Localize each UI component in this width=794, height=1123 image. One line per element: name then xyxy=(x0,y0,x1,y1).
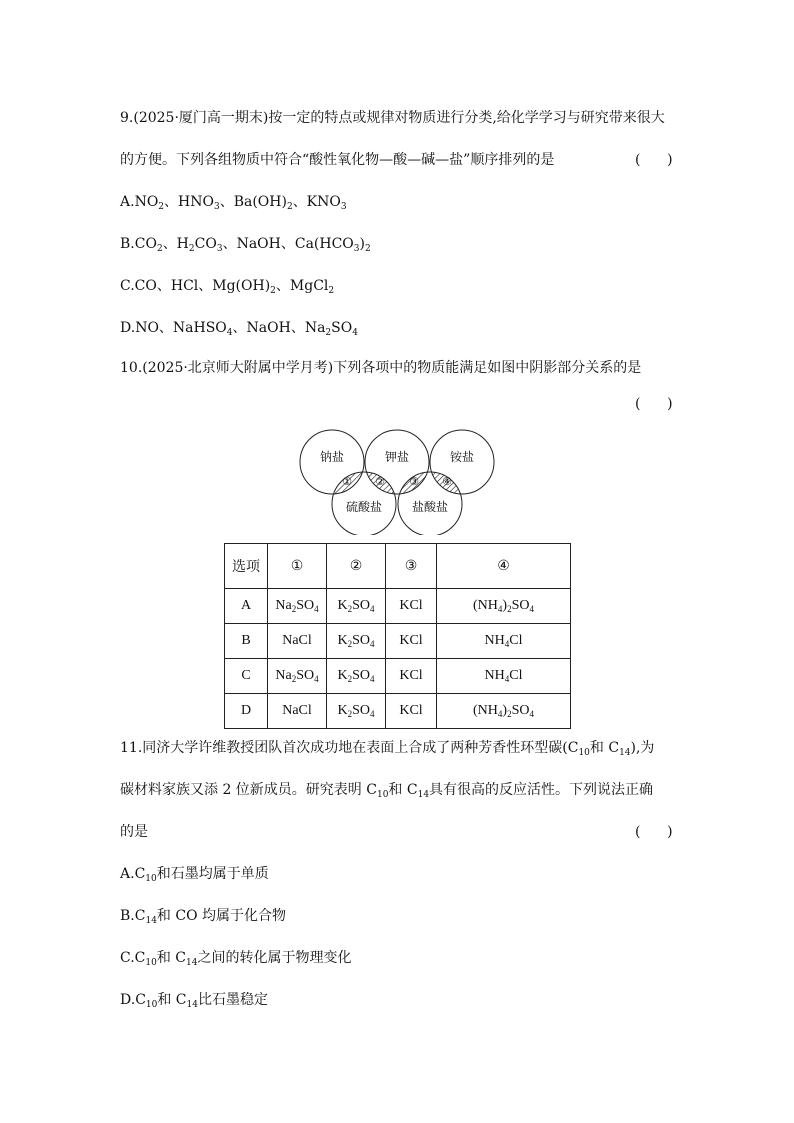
table-row xyxy=(225,694,571,729)
subscript: 3 xyxy=(213,202,220,212)
subscript: 4 xyxy=(529,604,534,614)
label-sulfate: 硫酸盐 xyxy=(345,500,383,514)
table-row xyxy=(225,659,571,694)
region-label-2: ② xyxy=(375,475,385,488)
table-row xyxy=(225,624,571,659)
subscript: 10 xyxy=(145,1000,158,1010)
subscript: 4 xyxy=(314,604,319,614)
subscript: 2 xyxy=(325,328,332,338)
subscript: 14 xyxy=(619,748,631,758)
subscript: 10 xyxy=(578,748,590,758)
subscript: 4 xyxy=(370,604,375,614)
label-chloride: 盐酸盐 xyxy=(411,500,449,514)
q9-stem-line2: 的方便。下列各组物质中符合“酸性氧化物—酸—碱—盐”顺序排列的是 xyxy=(120,152,555,168)
subscript: 14 xyxy=(186,1000,198,1010)
q9-option-d: D.NO、NaHSO$_4$、NaOH、$Na_2SO_4$ xyxy=(120,320,358,338)
table-cell: KCl xyxy=(386,624,437,659)
subscript: 10 xyxy=(145,958,157,968)
region-label-3: ③ xyxy=(409,475,419,488)
venn-diagram xyxy=(290,425,510,535)
table-header: ② xyxy=(327,544,386,589)
q9-option-c: C.CO、HCl、$Mg(OH)_2$、MgCl$_2$ xyxy=(120,278,335,296)
subscript: 14 xyxy=(417,790,430,800)
subscript: 2 xyxy=(347,639,353,649)
subscript: 14 xyxy=(186,958,198,968)
subscript: 4 xyxy=(226,328,233,338)
subscript: 14 xyxy=(145,916,157,926)
table-cell: D xyxy=(225,694,268,729)
q11-stem-line3: 的是 xyxy=(120,824,148,840)
q11-option-a: $A.C_{10}$和石墨均属于单质 xyxy=(120,866,269,884)
q11-option-c: $C.C_{10}$和 $C_{14}$之间的转化属于物理变化 xyxy=(120,950,352,968)
q9-stem-line1: 9.(2025·厦门高一期末)按一定的特点或规律对物质进行分类,给化学学习与研究带来很大 xyxy=(120,110,665,126)
subscript: 2 xyxy=(507,604,512,614)
subscript: 2 xyxy=(347,674,353,684)
table-cell: KCl xyxy=(386,589,437,624)
q10-answer-bracket: ( ) xyxy=(635,396,673,412)
subscript: 2 xyxy=(286,202,293,212)
subscript: 4 xyxy=(504,639,510,649)
label-sodium-salt: 钠盐 xyxy=(319,450,345,464)
q11-stem-line1: 11.同济大学许维教授团队首次成功地在表面上合成了两种芳香性环型碳($C_{10}$和 $C_{14}$),为 xyxy=(120,740,655,758)
subscript: 2 xyxy=(328,286,335,296)
q9-option-b: $B.CO_2$、$H_2CO_3$、NaOH、$Ca(HCO_3)_2$ xyxy=(120,236,371,254)
subscript: 4 xyxy=(497,604,503,614)
table-header: ① xyxy=(268,544,327,589)
table-cell: $Na_2SO_4$ xyxy=(268,659,327,694)
subscript: 4 xyxy=(352,328,358,338)
table-cell: $NH_4Cl$ xyxy=(437,659,571,694)
table-cell: B xyxy=(225,624,268,659)
q9-option-a: $A.NO_2$、$HNO_3$、$Ba(OH)_2$、$KNO_3$ xyxy=(120,194,347,212)
table-cell: $Na_2SO_4$ xyxy=(268,589,327,624)
q11-answer-bracket: ( ) xyxy=(635,824,673,840)
table-header-row xyxy=(225,544,571,589)
table-header: ④ xyxy=(437,544,571,589)
subscript: 2 xyxy=(291,604,297,614)
region-label-4: ④ xyxy=(442,475,452,488)
table-cell: KCl xyxy=(386,694,437,729)
subscript: 10 xyxy=(376,790,389,800)
q9-answer-bracket: ( ) xyxy=(635,152,673,168)
q11-stem-line2: 碳材料家族又添 2 位新成员。研究表明 $C_{10}$和 $C_{14}$具有很高的反应活性。下列说法正确 xyxy=(120,782,654,800)
label-ammonium-salt: 铵盐 xyxy=(449,450,475,464)
table-header: ③ xyxy=(386,544,437,589)
table-cell: $(NH_4)_2SO_4$ xyxy=(437,589,571,624)
table-cell: $K_2SO_4$ xyxy=(327,694,386,729)
subscript: 2 xyxy=(270,286,276,296)
subscript: 10 xyxy=(145,874,157,884)
table-cell: $K_2SO_4$ xyxy=(327,659,386,694)
subscript: 4 xyxy=(370,674,375,684)
table-cell: $(NH_4)_2SO_4$ xyxy=(437,694,571,729)
subscript: 2 xyxy=(291,674,297,684)
q11-option-d: $D.C_{10}$和 $C_{14}$比石墨稳定 xyxy=(120,992,268,1010)
subscript: 4 xyxy=(529,709,534,719)
label-potassium-salt: 钾盐 xyxy=(384,450,410,464)
subscript: 2 xyxy=(507,709,512,719)
subscript: 2 xyxy=(364,244,371,254)
table-cell: NaCl xyxy=(268,694,327,729)
table-cell: NaCl xyxy=(268,624,327,659)
table-cell: $NH_4Cl$ xyxy=(437,624,571,659)
table-header: 选项 xyxy=(225,544,268,589)
subscript: 3 xyxy=(353,244,360,254)
subscript: 3 xyxy=(216,244,223,254)
subscript: 4 xyxy=(314,674,319,684)
subscript: 4 xyxy=(504,674,510,684)
table-cell: C xyxy=(225,659,268,694)
subscript: 2 xyxy=(158,202,165,212)
table-cell: KCl xyxy=(386,659,437,694)
q10-stem: 10.(2025·北京师大附属中学月考)下列各项中的物质能满足如图中阴影部分关系的是 xyxy=(120,360,642,376)
subscript: 4 xyxy=(370,639,375,649)
subscript: 2 xyxy=(188,244,195,254)
region-label-1: ① xyxy=(342,475,352,488)
answer-options-table xyxy=(224,543,571,729)
subscript: 2 xyxy=(347,604,353,614)
subscript: 2 xyxy=(347,709,353,719)
subscript: 2 xyxy=(156,244,163,254)
q11-option-b: $B.C_{14}$和 CO 均属于化合物 xyxy=(120,908,287,926)
subscript: 3 xyxy=(340,202,347,212)
table-row xyxy=(225,589,571,624)
table-cell: $K_2SO_4$ xyxy=(327,624,386,659)
table-cell: A xyxy=(225,589,268,624)
table-cell: $K_2SO_4$ xyxy=(327,589,386,624)
subscript: 4 xyxy=(370,709,375,719)
subscript: 4 xyxy=(497,709,503,719)
